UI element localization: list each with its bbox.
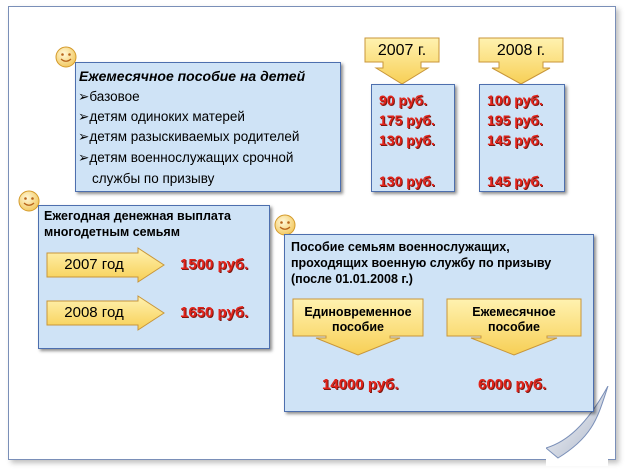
- value-2007-basic: 90 руб.: [379, 92, 428, 108]
- value-2007-conscripts: 130 руб.: [379, 173, 435, 189]
- one-time-label-line2: пособие: [332, 320, 384, 334]
- one-time-value: 14000 руб.: [322, 376, 399, 393]
- monthly-item-single-mothers: ➢детям одиноких матерей: [78, 109, 245, 124]
- list-item-label: детям военнослужащих срочной: [89, 150, 294, 165]
- list-item-label: детям разыскиваемых родителей: [89, 129, 300, 144]
- year-2008-label: 2008 г.: [496, 42, 546, 59]
- annual-value-2008: 1650 руб.: [180, 304, 249, 321]
- annual-payment-title-line1: Ежегодная денежная выплата: [44, 209, 231, 223]
- military-title-line3: (после 01.01.2008 г.): [291, 272, 413, 286]
- monthly-label-line1: Ежемесячное: [472, 305, 556, 319]
- monthly-value: 6000 руб.: [478, 376, 547, 393]
- value-2008-single-mothers: 195 руб.: [487, 112, 543, 128]
- value-2008-basic: 100 руб.: [487, 92, 543, 108]
- smiley-icon: [55, 46, 77, 68]
- annual-year-2007-label: 2007 год: [64, 256, 124, 273]
- monthly-item-conscripts-cont: службы по призыву: [92, 171, 215, 186]
- value-2008-conscripts: 145 руб.: [487, 173, 543, 189]
- one-time-label-line1: Единовременное: [304, 305, 412, 319]
- monthly-allowance-title: Ежемесячное пособие на детей: [79, 68, 306, 84]
- annual-year-2008-label: 2008 год: [64, 304, 124, 321]
- military-title-line1: Пособие семьям военнослужащих,: [291, 240, 510, 254]
- monthly-label-line2: пособие: [488, 320, 540, 334]
- list-item-label: детям одиноких матерей: [89, 109, 245, 124]
- value-2007-single-mothers: 175 руб.: [379, 112, 435, 128]
- smiley-icon: [18, 190, 40, 212]
- military-title-line2: проходящих военную службу по призыву: [291, 256, 552, 270]
- annual-payment-title-line2: многодетным семьям: [44, 225, 180, 239]
- value-2008-wanted-parents: 145 руб.: [487, 132, 543, 148]
- monthly-item-wanted-parents: ➢детям разыскиваемых родителей: [78, 129, 300, 144]
- year-2007-label: 2007 г.: [377, 42, 427, 59]
- monthly-item-basic: ➢базовое: [78, 89, 140, 104]
- value-2007-wanted-parents: 130 руб.: [379, 132, 435, 148]
- list-item-label: базовое: [89, 89, 140, 104]
- smiley-icon: [274, 214, 296, 236]
- monthly-item-conscripts: ➢детям военнослужащих срочной: [78, 150, 294, 165]
- annual-value-2007: 1500 руб.: [180, 256, 249, 273]
